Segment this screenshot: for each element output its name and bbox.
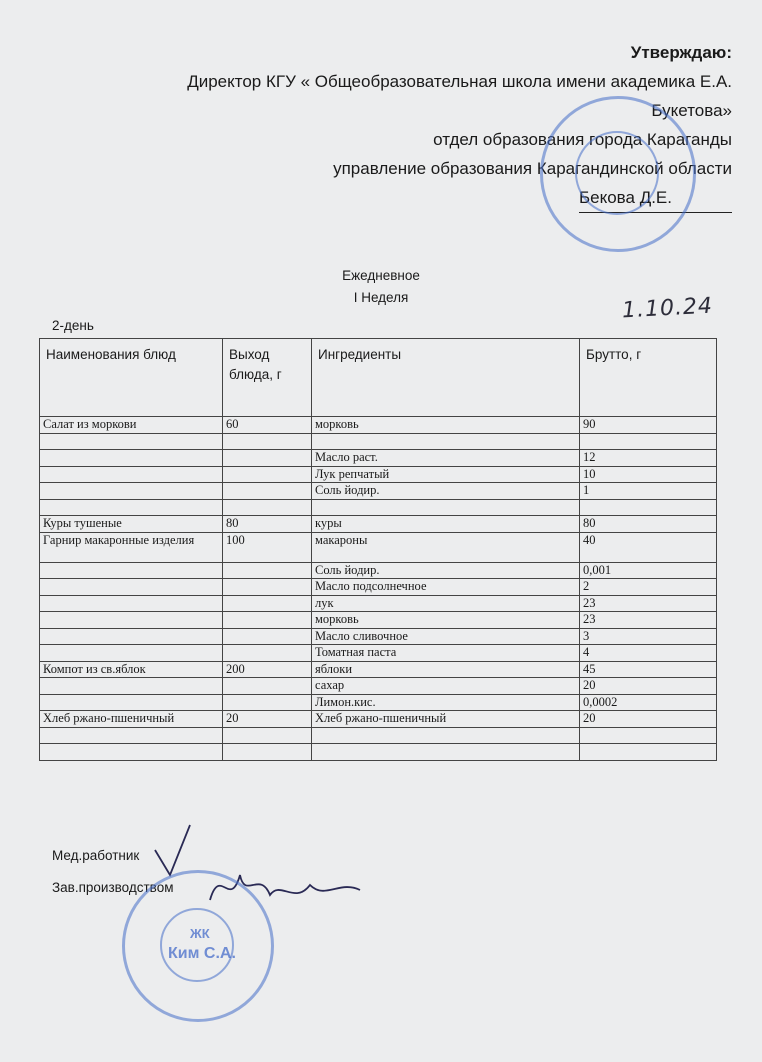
cell-gross: 80: [580, 516, 717, 533]
table-row: [40, 628, 717, 645]
header-dish: Наименования блюд: [40, 339, 223, 417]
table-row: [40, 727, 717, 744]
table-row: [40, 661, 717, 678]
cell-ingredient: Масло раст.: [312, 450, 580, 467]
table-row: [40, 579, 717, 596]
cell-gross: [580, 727, 717, 744]
cell-output: [223, 727, 312, 744]
table-row: [40, 744, 717, 761]
header-output: Выход блюда, г: [223, 339, 312, 417]
kim-stamp-text-top: ЖК: [190, 926, 210, 941]
table-row: [40, 450, 717, 467]
cell-dish: [40, 562, 223, 579]
cell-output: [223, 579, 312, 596]
cell-ingredient: сахар: [312, 678, 580, 695]
cell-ingredient: [312, 433, 580, 450]
cell-dish: [40, 678, 223, 695]
cell-dish: [40, 579, 223, 596]
approval-title: Утверждаю:: [630, 43, 732, 62]
cell-output: 20: [223, 711, 312, 728]
cell-gross: 45: [580, 661, 717, 678]
cell-output: [223, 694, 312, 711]
cell-gross: 1: [580, 483, 717, 500]
production-signature-label: Зав.производством: [52, 880, 174, 895]
table-row: [40, 516, 717, 533]
medic-signature-label: Мед.работник: [52, 848, 140, 863]
cell-ingredient: яблоки: [312, 661, 580, 678]
header-gross: Брутто, г: [580, 339, 717, 417]
table-row: [40, 645, 717, 662]
cell-output: [223, 466, 312, 483]
cell-dish: [40, 595, 223, 612]
cell-ingredient: [312, 744, 580, 761]
cell-output: [223, 744, 312, 761]
cell-output: [223, 499, 312, 516]
cell-gross: 0,0002: [580, 694, 717, 711]
day-label: 2-день: [52, 318, 94, 333]
cell-output: 80: [223, 516, 312, 533]
cell-dish: Салат из моркови: [40, 417, 223, 434]
cell-ingredient: [312, 499, 580, 516]
cell-output: 200: [223, 661, 312, 678]
cell-dish: [40, 727, 223, 744]
cell-dish: Компот из св.яблок: [40, 661, 223, 678]
cell-gross: 3: [580, 628, 717, 645]
cell-gross: 23: [580, 595, 717, 612]
cell-output: [223, 433, 312, 450]
kim-stamp-text-name: Ким С.А.: [168, 945, 236, 962]
cell-ingredient: [312, 727, 580, 744]
cell-gross: 0,001: [580, 562, 717, 579]
cell-gross: [580, 433, 717, 450]
cell-dish: [40, 645, 223, 662]
cell-ingredient: Масло сливочное: [312, 628, 580, 645]
approval-school: Букетова»: [651, 101, 732, 120]
cell-dish: [40, 744, 223, 761]
cell-output: [223, 645, 312, 662]
cell-gross: 4: [580, 645, 717, 662]
table-row: [40, 483, 717, 500]
cell-ingredient: Соль йодир.: [312, 562, 580, 579]
handwritten-date: 1.10.24: [621, 293, 714, 324]
cell-dish: [40, 612, 223, 629]
cell-gross: 10: [580, 466, 717, 483]
table-row: [40, 417, 717, 434]
cell-gross: 2: [580, 579, 717, 596]
director-stamp-inner: [575, 131, 659, 215]
cell-output: [223, 483, 312, 500]
doc-heading-daily: Ежедневное: [342, 268, 420, 283]
cell-ingredient: морковь: [312, 612, 580, 629]
cell-output: [223, 628, 312, 645]
cell-dish: [40, 628, 223, 645]
cell-output: 60: [223, 417, 312, 434]
cell-dish: [40, 483, 223, 500]
cell-gross: 20: [580, 678, 717, 695]
header-ingredients: Ингредиенты: [312, 339, 580, 417]
cell-ingredient: куры: [312, 516, 580, 533]
approval-director: Директор КГУ « Общеобразовательная школа имени академика Е.А.: [187, 72, 732, 91]
cell-ingredient: лук: [312, 595, 580, 612]
doc-heading-week: I Неделя: [353, 290, 409, 305]
approval-administration: управление образования Карагандинской области: [333, 159, 732, 178]
table-row: [40, 562, 717, 579]
cell-output: [223, 678, 312, 695]
cell-gross: 20: [580, 711, 717, 728]
table-row: [40, 694, 717, 711]
table-header-row: [40, 339, 717, 417]
cell-ingredient: Лимон.кис.: [312, 694, 580, 711]
cell-gross: 23: [580, 612, 717, 629]
table-row: [40, 532, 717, 562]
cell-output: [223, 595, 312, 612]
cell-dish: Куры тушеные: [40, 516, 223, 533]
table-row: [40, 612, 717, 629]
cell-gross: 40: [580, 532, 717, 562]
cell-output: 100: [223, 532, 312, 562]
approval-department: отдел образования города Караганды: [433, 130, 732, 149]
cell-dish: [40, 499, 223, 516]
table-row: [40, 711, 717, 728]
cell-ingredient: Томатная паста: [312, 645, 580, 662]
cell-ingredient: морковь: [312, 417, 580, 434]
cell-output: [223, 562, 312, 579]
cell-ingredient: макароны: [312, 532, 580, 562]
cell-output: [223, 612, 312, 629]
cell-dish: [40, 694, 223, 711]
cell-ingredient: Хлеб ржано-пшеничный: [312, 711, 580, 728]
cell-dish: Гарнир макаронные изделия: [40, 532, 223, 562]
table-row: [40, 595, 717, 612]
table-row: [40, 466, 717, 483]
cell-gross: [580, 744, 717, 761]
table-row: [40, 499, 717, 516]
menu-table: [39, 338, 717, 761]
approval-signatory: Бекова Д.Е.: [579, 183, 732, 213]
cell-dish: [40, 433, 223, 450]
cell-ingredient: Лук репчатый: [312, 466, 580, 483]
cell-ingredient: Масло подсолнечное: [312, 579, 580, 596]
cell-ingredient: Соль йодир.: [312, 483, 580, 500]
cell-gross: 12: [580, 450, 717, 467]
table-row: [40, 678, 717, 695]
cell-gross: 90: [580, 417, 717, 434]
cell-dish: [40, 466, 223, 483]
cell-dish: [40, 450, 223, 467]
cell-gross: [580, 499, 717, 516]
cell-output: [223, 450, 312, 467]
cell-dish: Хлеб ржано-пшеничный: [40, 711, 223, 728]
table-row: [40, 433, 717, 450]
